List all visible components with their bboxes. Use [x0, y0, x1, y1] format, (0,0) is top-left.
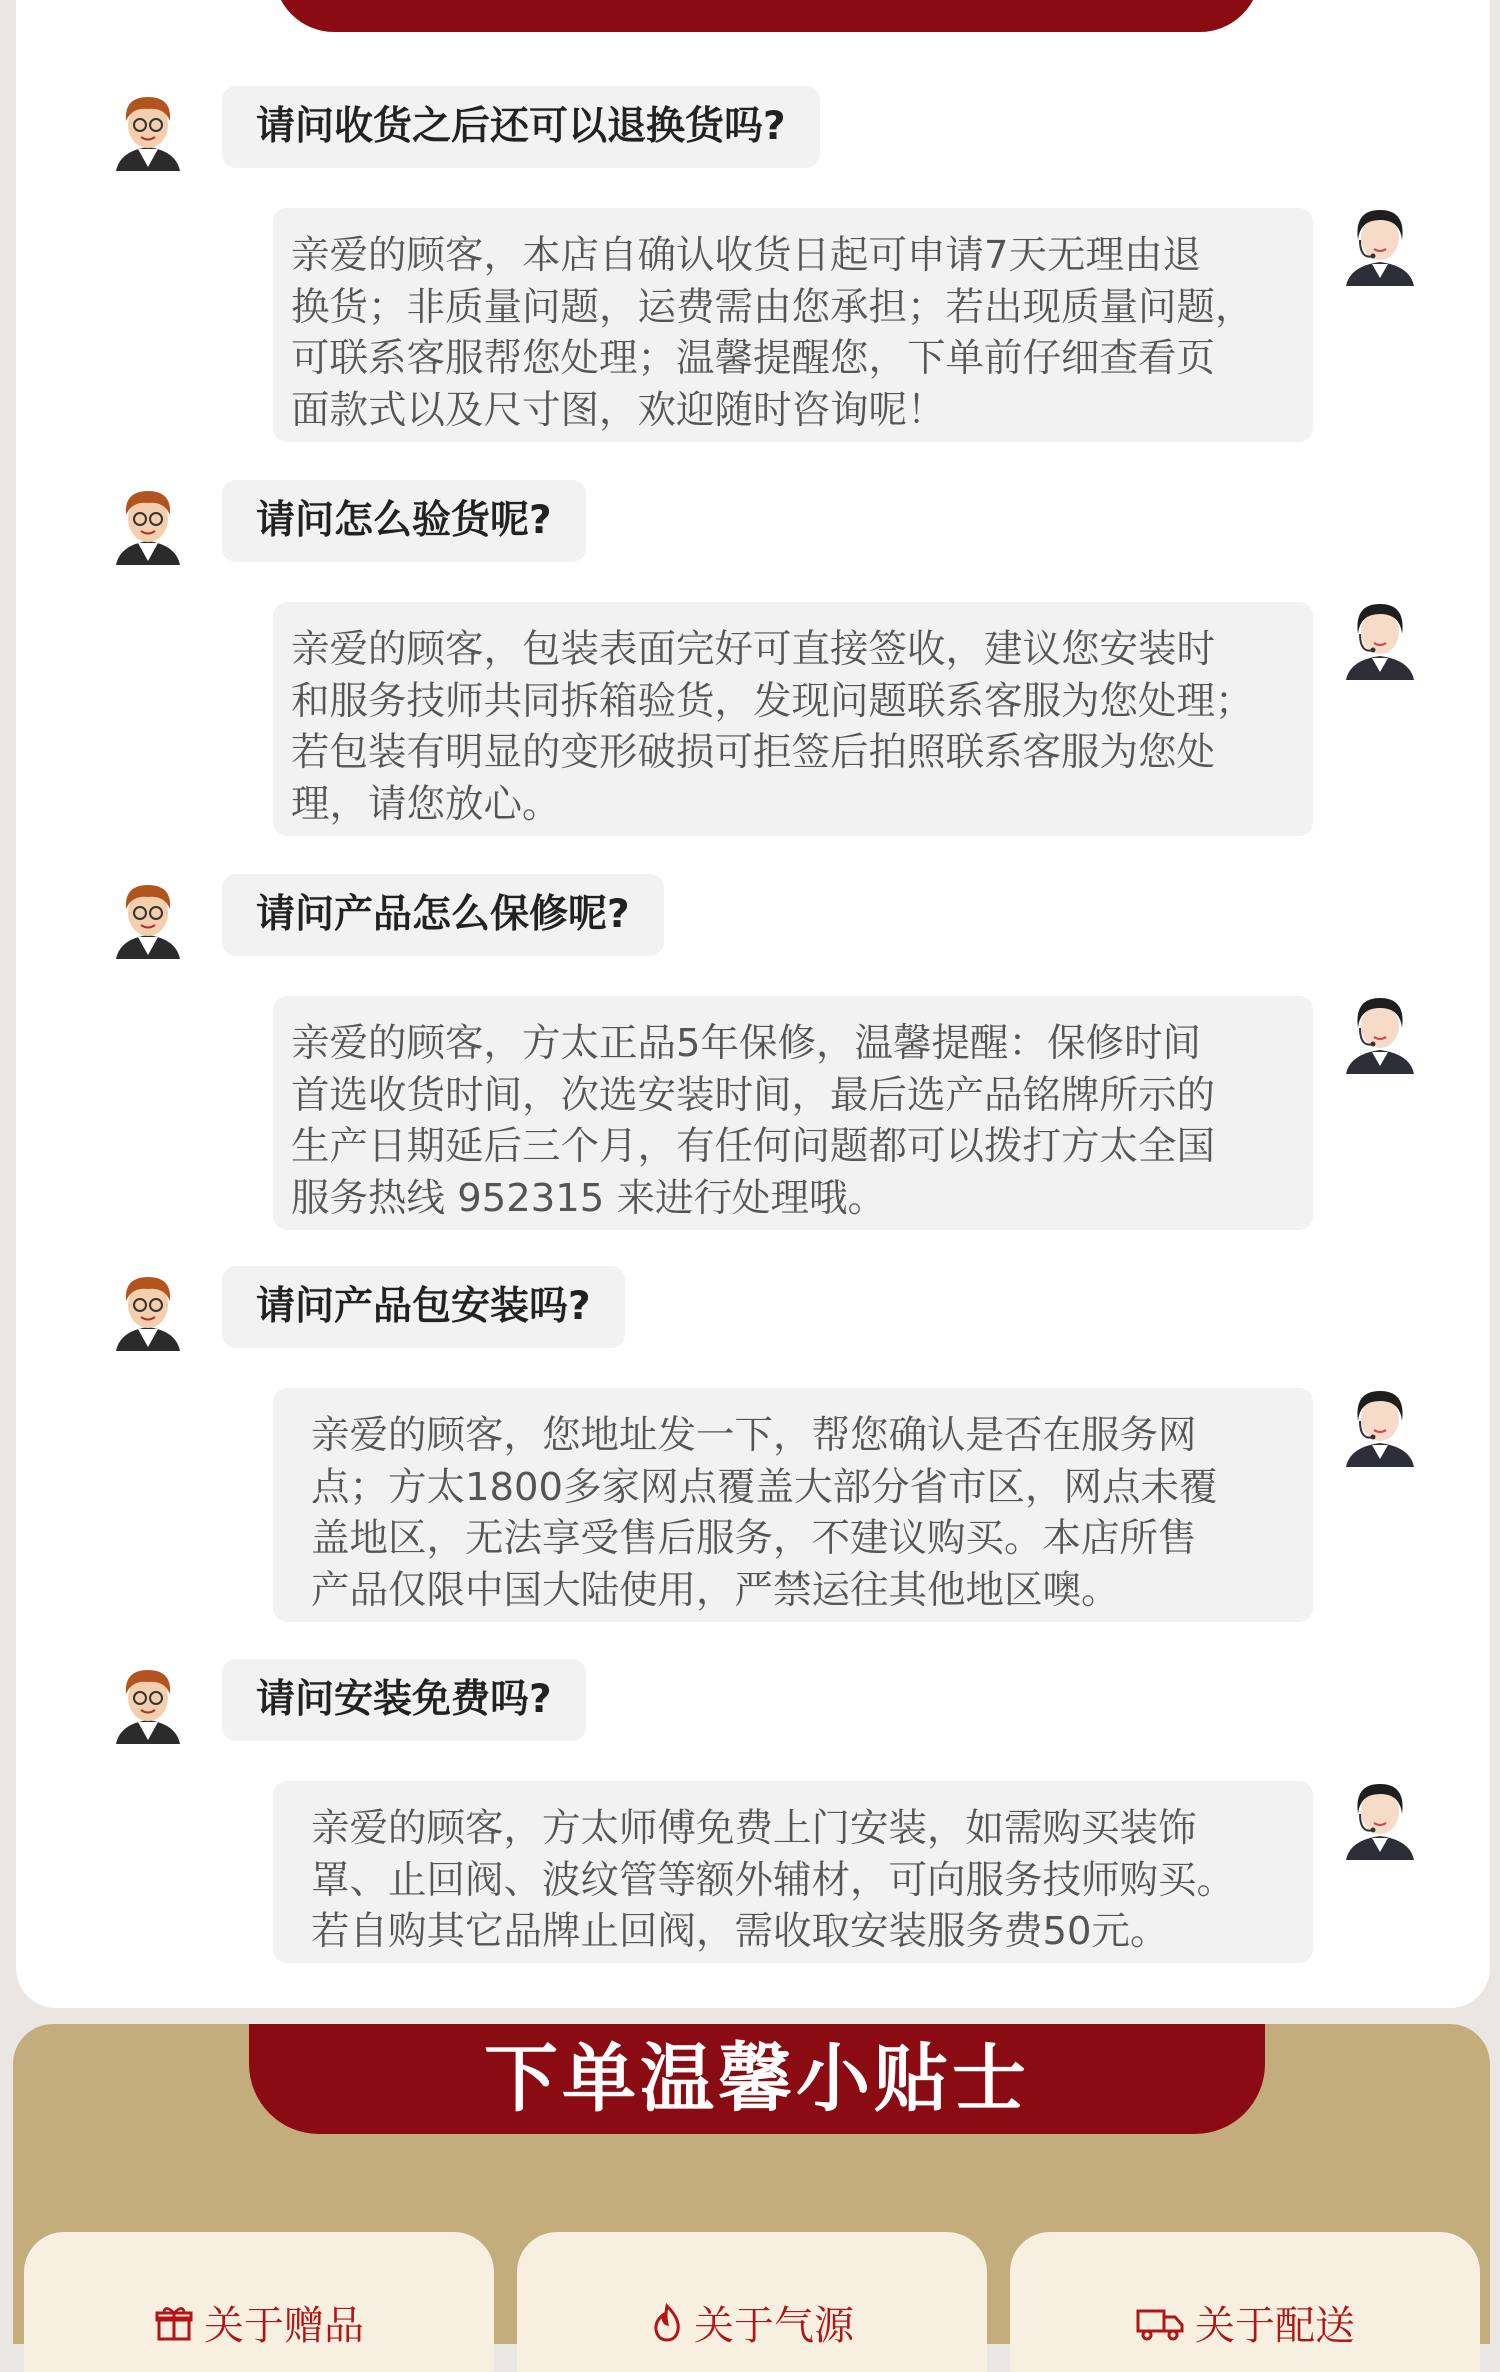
answer-bubble: [273, 208, 1313, 442]
answer-line: 亲爱的顾客，本店自确认收货日起可申请7天无理由退: [291, 233, 1201, 278]
question-bubble: 请问怎么验货呢?: [222, 480, 586, 562]
answer-line: 生产日期延后三个月，有任何问题都可以拨打方太全国: [291, 1124, 1216, 1169]
answer-line: 亲爱的顾客，您地址发一下，帮您确认是否在服务网: [311, 1413, 1197, 1458]
flame-icon: [650, 2303, 684, 2343]
tip-card-label: 关于配送: [1195, 2303, 1355, 2349]
tip-card-label: 关于气源: [694, 2303, 854, 2349]
customer-avatar-icon: [106, 481, 190, 565]
tip-card-gift[interactable]: [24, 2232, 494, 2372]
answer-line: 和服务技师共同拆箱验货，发现问题联系客服为您处理；: [291, 678, 1254, 724]
answer-line: 服务热线 952315 来进行处理哦。: [291, 1175, 886, 1221]
answer-line: 亲爱的顾客，包装表面完好可直接签收，建议您安装时: [291, 627, 1216, 672]
answer-bubble: [273, 1781, 1313, 1963]
answer-line: 若自购其它品牌止回阀，需收取安装服务费50元。: [311, 1909, 1169, 1954]
tips-title: 下单温馨小贴士: [249, 2024, 1265, 2134]
question-bubble: 请问产品怎么保修呢?: [222, 874, 664, 956]
support-agent-icon: [1338, 990, 1422, 1074]
question-bubble: 请问安装免费吗?: [222, 1659, 586, 1741]
answer-line: 若包装有明显的变形破损可拒签后拍照联系客服为您处: [291, 730, 1216, 775]
gift-icon: [154, 2303, 194, 2343]
faq-section: [16, 0, 1490, 2008]
support-agent-icon: [1338, 1383, 1422, 1467]
tip-card-label: 关于赠品: [204, 2303, 364, 2349]
customer-avatar-icon: [106, 1660, 190, 1744]
faq-header-banner: [274, 0, 1260, 32]
customer-avatar-icon: [106, 1267, 190, 1351]
answer-line: 可联系客服帮您处理；温馨提醒您，下单前仔细查看页: [291, 336, 1216, 381]
tip-card-delivery[interactable]: [1010, 2232, 1480, 2372]
question-bubble: 请问收货之后还可以退换货吗?: [222, 86, 820, 168]
answer-line: 换货；非质量问题，运费需由您承担；若出现质量问题，: [291, 284, 1254, 330]
answer-line: 亲爱的顾客，方太正品5年保修，温馨提醒：保修时间: [291, 1021, 1201, 1066]
truck-icon: [1135, 2303, 1185, 2343]
answer-line: 理，请您放心。: [291, 781, 561, 827]
order-tips-section: [13, 2024, 1490, 2349]
answer-bubble: [273, 1388, 1313, 1622]
answer-bubble: [273, 602, 1313, 836]
support-agent-icon: [1338, 1776, 1422, 1860]
answer-line: 点；方太1800多家网点覆盖大部分省市区，网点未覆: [311, 1464, 1218, 1510]
tip-card-gas[interactable]: [517, 2232, 987, 2372]
customer-avatar-icon: [106, 87, 190, 171]
answer-line: 罩、止回阀、波纹管等额外辅材，可向服务技师购买。: [311, 1857, 1236, 1903]
answer-bubble: [273, 996, 1313, 1230]
support-agent-icon: [1338, 596, 1422, 680]
support-agent-icon: [1338, 202, 1422, 286]
customer-avatar-icon: [106, 875, 190, 959]
answer-line: 面款式以及尺寸图，欢迎随时咨询呢！: [291, 387, 946, 433]
answer-line: 首选收货时间，次选安装时间，最后选产品铭牌所示的: [291, 1072, 1216, 1118]
answer-line: 产品仅限中国大陆使用，严禁运往其他地区噢。: [311, 1567, 1120, 1613]
question-bubble: 请问产品包安装吗?: [222, 1266, 625, 1348]
answer-line: 盖地区，无法享受售后服务，不建议购买。本店所售: [311, 1516, 1197, 1561]
answer-line: 亲爱的顾客，方太师傅免费上门安装，如需购买装饰: [311, 1806, 1197, 1851]
